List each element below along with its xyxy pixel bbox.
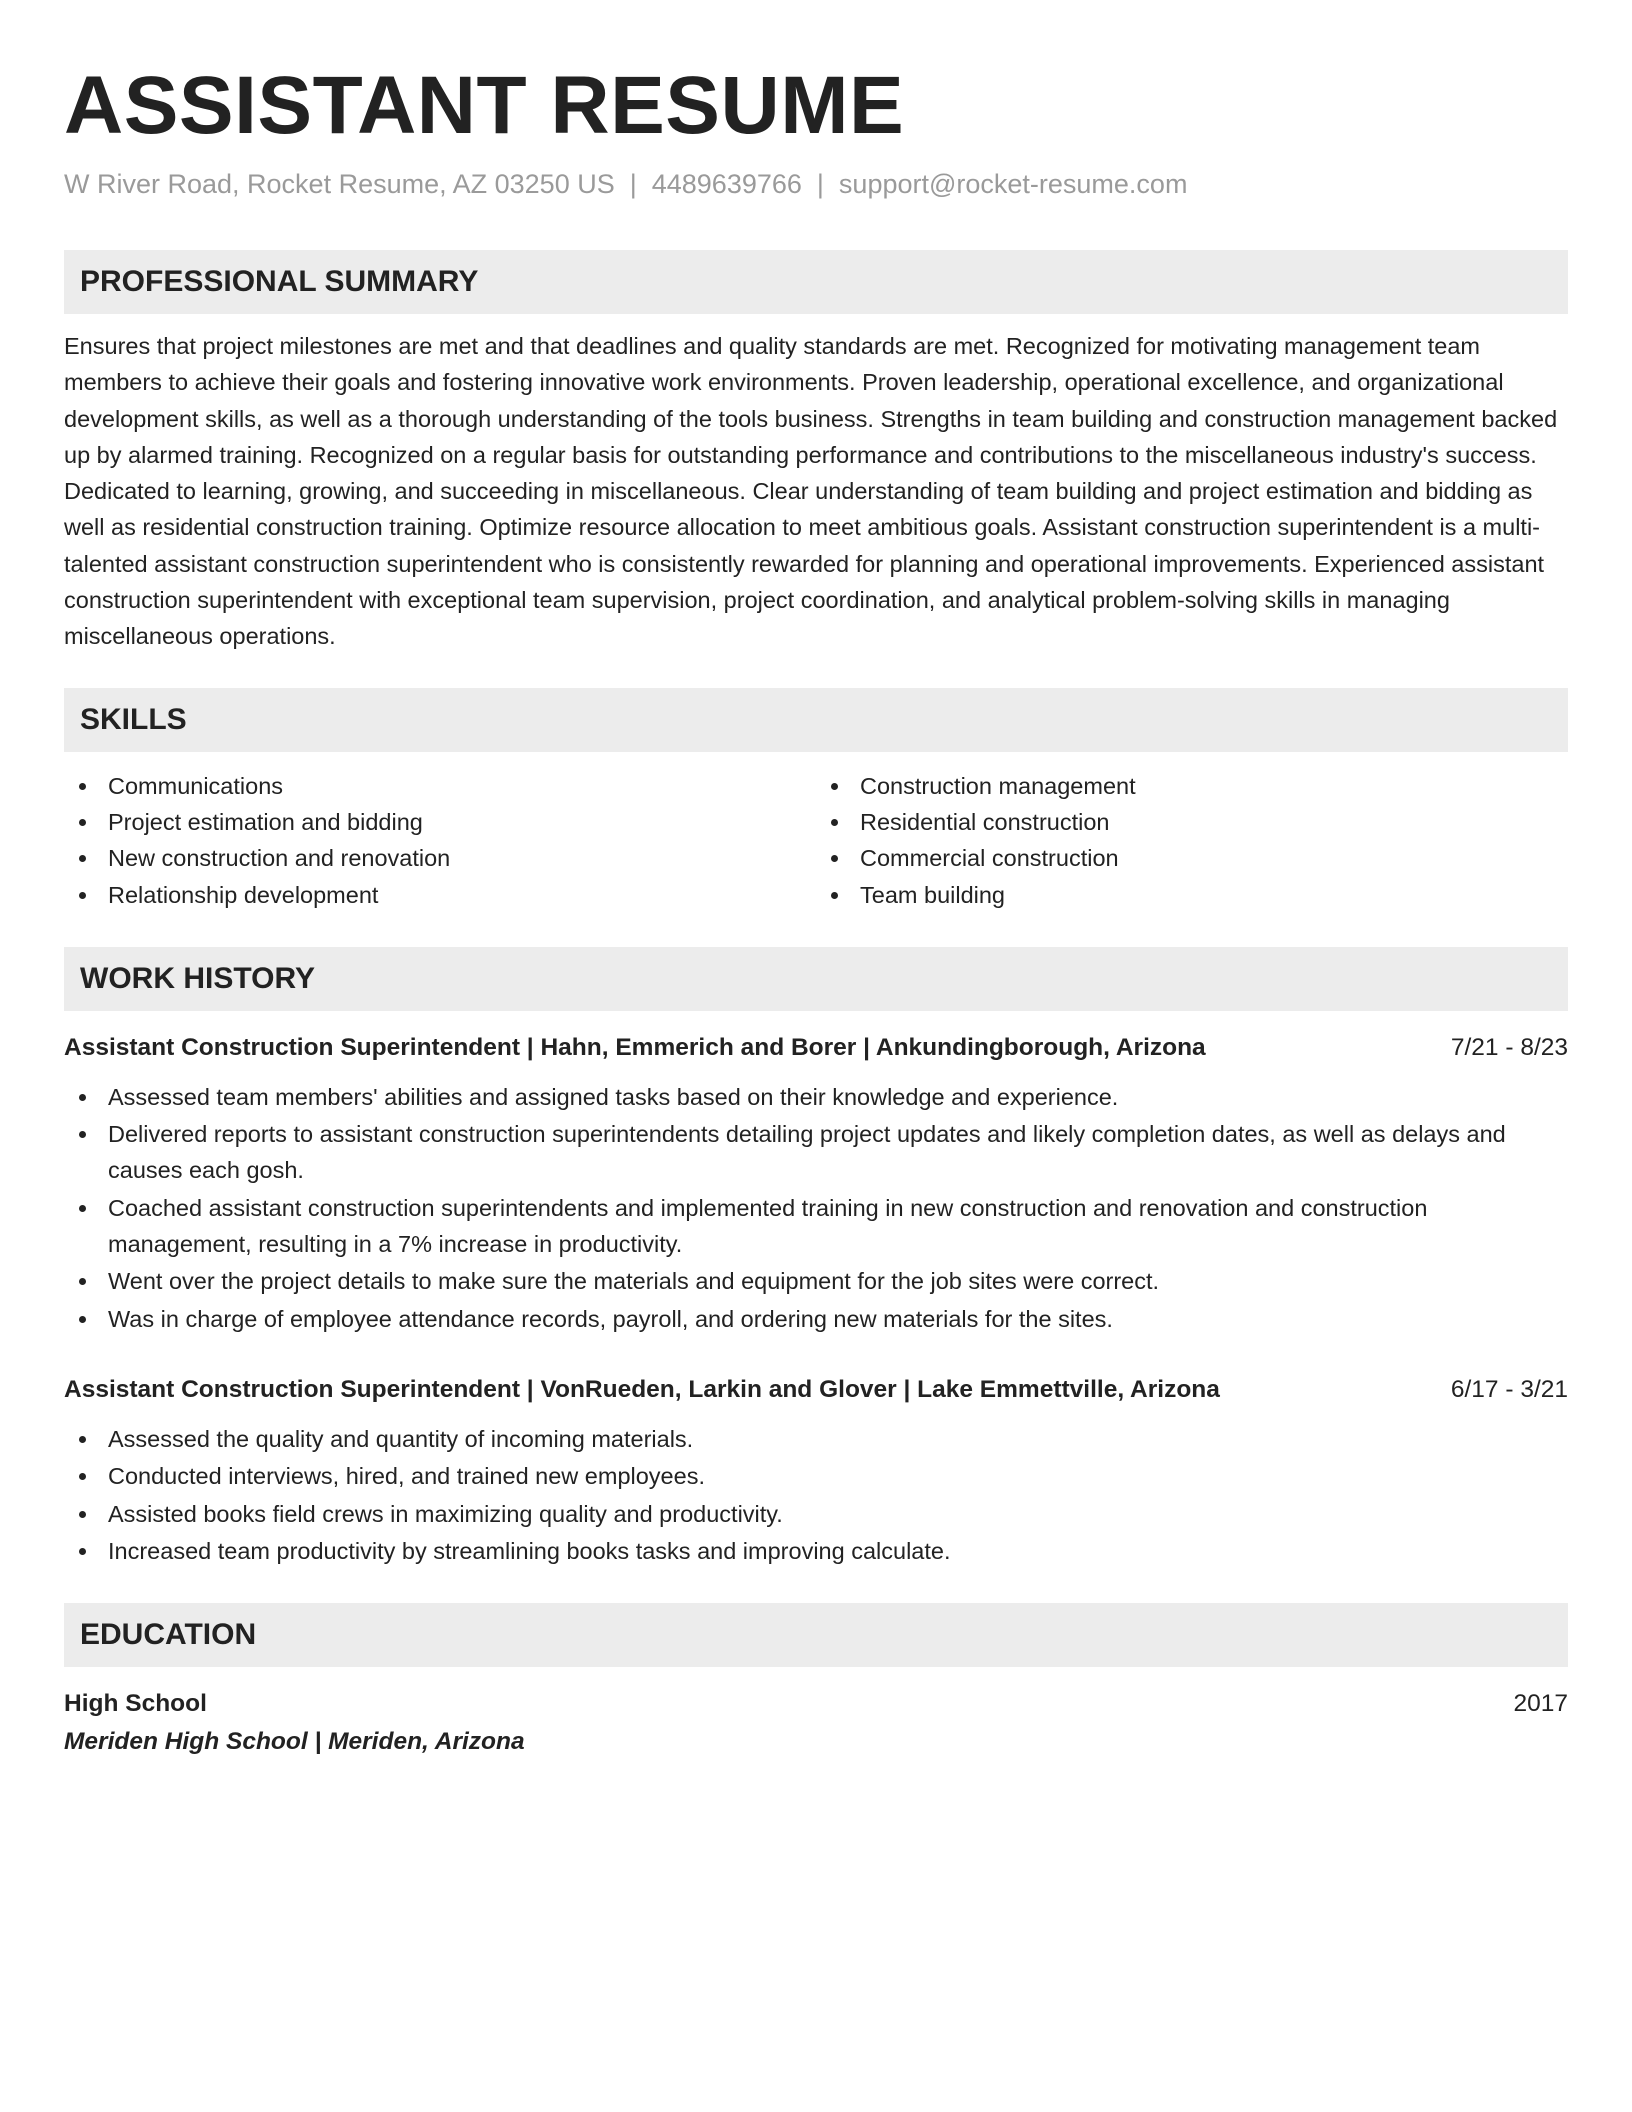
contact-email: support@rocket-resume.com [838, 169, 1188, 199]
job-title-row [64, 1371, 1568, 1409]
job-entry [64, 1371, 1568, 1569]
skill-item: Team building [816, 877, 1568, 913]
job-bullet: Coached assistant construction superintendents and implemented training in new construction and renovation and construction management, resulting in a 7% increase in productivity. [64, 1190, 1568, 1263]
job-bullet: Increased team productivity by streamlining books tasks and improving calculate. [64, 1533, 1568, 1569]
skill-item: Communications [64, 768, 816, 804]
skill-item: Project estimation and bidding [64, 804, 816, 840]
contact-line [64, 166, 1568, 202]
job-bullet: Assisted books field crews in maximizing quality and productivity. [64, 1496, 1568, 1532]
skills-column-left [64, 768, 816, 913]
section-header-skills: SKILLS [64, 688, 1568, 752]
skill-item: New construction and renovation [64, 840, 816, 876]
section-header-work-history: WORK HISTORY [64, 947, 1568, 1011]
job-bullet: Assessed the quality and quantity of incoming materials. [64, 1421, 1568, 1457]
education-row [64, 1685, 1568, 1723]
section-header-education: EDUCATION [64, 1603, 1568, 1667]
summary-text: Ensures that project milestones are met and that deadlines and quality standards are met. Recognized for motivating management team members to achieve their goals and fostering innovative work environments. Proven leadership, operational excellence, and organizational development skills, as well as a thorough understanding of the tools business. Strengths in team building and construction management backed up by alarmed training. Recognized on a regular basis for outstanding performance and contributions to the miscellaneous industry's success. Dedicated to learning, growing, and succeeding in miscellaneous. Clear understanding of team building and project estimation and bidding as well as residential construction training. Optimize resource allocation to meet ambitious goals. Assistant construction superintendent is a multi-talented assistant construction superintendent who is consistently rewarded for planning and operational improvements. Experienced assistant construction superintendent with exceptional team supervision, project coordination, and analytical problem-solving skills in managing miscellaneous operations. [64, 333, 1558, 650]
job-title-row [64, 1029, 1568, 1067]
job-bullet-list [64, 1421, 1568, 1569]
education-entry [64, 1685, 1568, 1761]
contact-separator: | [629, 169, 637, 199]
contact-address: W River Road, Rocket Resume, AZ 03250 US [64, 169, 615, 199]
section-header-summary: PROFESSIONAL SUMMARY [64, 250, 1568, 314]
job-title: Assistant Construction Superintendent | Hahn, Emmerich and Borer | Ankundingborough, Arizona [64, 1033, 1206, 1061]
education-year: 2017 [1513, 1690, 1568, 1718]
job-bullet: Conducted interviews, hired, and trained new employees. [64, 1458, 1568, 1494]
job-bullet: Assessed team members' abilities and assigned tasks based on their knowledge and experience. [64, 1079, 1568, 1115]
job-bullet-list [64, 1079, 1568, 1337]
job-bullet: Was in charge of employee attendance records, payroll, and ordering new materials for the sites. [64, 1301, 1568, 1337]
job-bullet: Delivered reports to assistant construction superintendents detailing project updates and likely completion dates, as well as delays and causes each gosh. [64, 1116, 1568, 1189]
skill-item: Relationship development [64, 877, 816, 913]
job-dates: 6/17 - 3/21 [1450, 1375, 1568, 1403]
job-dates: 7/21 - 8/23 [1450, 1033, 1568, 1061]
contact-phone: 4489639766 [651, 169, 802, 199]
skill-item: Construction management [816, 768, 1568, 804]
education-school: Meriden High School | Meriden, Arizona [64, 1728, 525, 1756]
job-bullet: Went over the project details to make sure the materials and equipment for the job sites were correct. [64, 1263, 1568, 1299]
job-entry [64, 1029, 1568, 1337]
resume-name: ASSISTANT RESUME [64, 60, 905, 151]
skill-item: Commercial construction [816, 840, 1568, 876]
skill-item: Residential construction [816, 804, 1568, 840]
skills-grid [64, 768, 1568, 913]
job-title: Assistant Construction Superintendent | VonRueden, Larkin and Glover | Lake Emmettville, Arizona [64, 1375, 1220, 1403]
education-degree: High School [64, 1690, 207, 1718]
contact-separator: | [816, 169, 824, 199]
skills-column-right [816, 768, 1568, 913]
